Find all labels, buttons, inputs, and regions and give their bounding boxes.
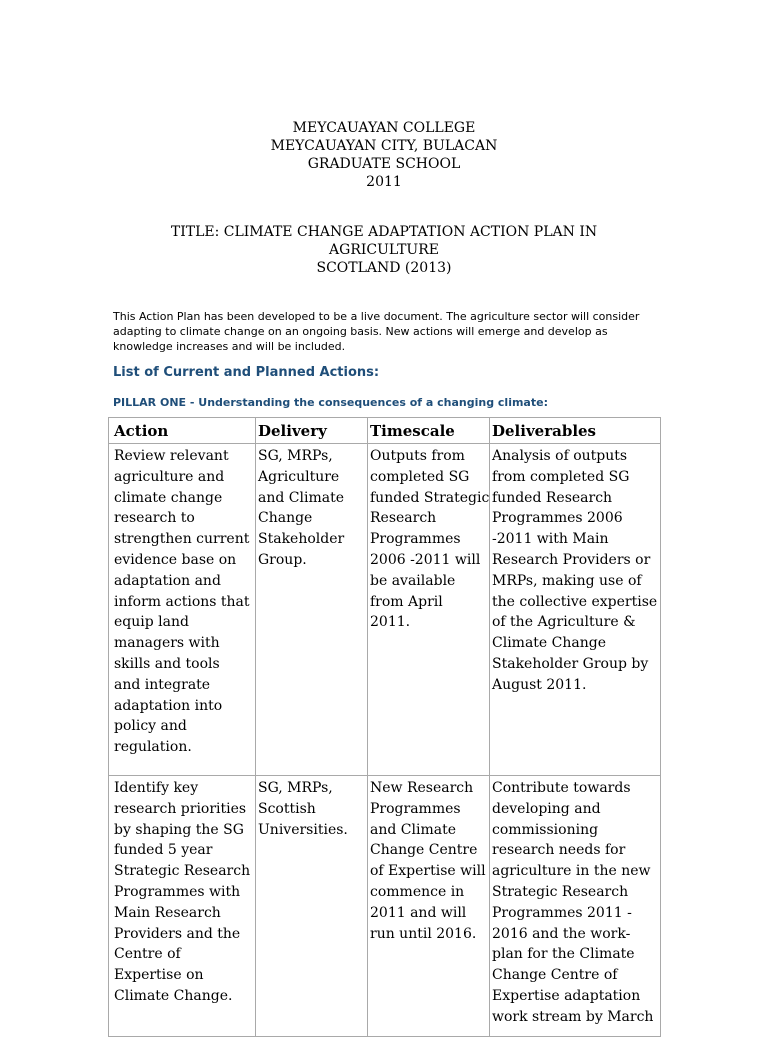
cell-line: commissioning xyxy=(492,821,599,838)
cell-line: managers with xyxy=(114,635,220,652)
cell-line: Strategic Research xyxy=(114,863,251,880)
cell-line: 2006 -2011 will xyxy=(370,551,481,568)
column-header-deliverables: Deliverables xyxy=(492,422,597,440)
column-divider xyxy=(367,418,368,1036)
intro-paragraph xyxy=(113,309,673,354)
cell-line: climate change xyxy=(114,489,223,506)
row-2-action xyxy=(114,778,250,1007)
intro-line: adapting to climate change on an ongoing basis. New actions will emerge and develop as xyxy=(113,325,608,338)
cell-line: by shaping the SG xyxy=(114,821,244,838)
column-header-delivery: Delivery xyxy=(258,422,327,440)
cell-line: Centre of xyxy=(114,946,181,963)
cell-line: Programmes 2011 - xyxy=(492,904,632,921)
cell-line: Agriculture xyxy=(258,468,340,485)
cell-line: agriculture in the new xyxy=(492,863,651,880)
cell-line: commence in xyxy=(370,883,465,900)
cell-line: from April xyxy=(370,593,443,610)
cell-line: from completed SG xyxy=(492,468,630,485)
cell-line: policy and xyxy=(114,718,187,735)
cell-line: 2016 and the work- xyxy=(492,925,631,942)
cell-line: Contribute towards xyxy=(492,780,631,796)
college-name: MEYCAUAYAN COLLEGE xyxy=(292,120,476,136)
cell-line: strengthen current xyxy=(114,531,250,548)
title-line-1: TITLE: CLIMATE CHANGE ADAPTATION ACTION PLAN IN xyxy=(170,224,598,240)
cell-line: Programmes xyxy=(370,800,461,817)
row-1-action xyxy=(114,446,250,758)
cell-line: Universities. xyxy=(258,821,348,838)
cell-line: Providers and the xyxy=(114,925,241,942)
cell-line: Change xyxy=(258,510,313,527)
column-header-action: Action xyxy=(114,422,169,440)
cell-line: Research Providers or xyxy=(492,551,651,568)
cell-line: Analysis of outputs xyxy=(492,448,628,464)
cell-line: and integrate xyxy=(114,676,211,693)
cell-line: regulation. xyxy=(114,739,192,756)
cell-line: Stakeholder xyxy=(258,531,345,548)
cell-line: research to xyxy=(114,510,195,527)
row-1-deliverables xyxy=(492,446,657,696)
cell-line: Programmes with xyxy=(114,883,241,900)
row-2-timescale xyxy=(370,778,486,944)
section-heading: List of Current and Planned Actions: xyxy=(113,365,380,380)
cell-line: completed SG xyxy=(370,468,470,485)
document-title xyxy=(0,223,768,277)
cell-line: Group. xyxy=(258,551,307,568)
cell-line: Expertise adaptation xyxy=(492,987,641,1004)
row-2-deliverables xyxy=(492,778,653,1028)
cell-line: evidence base on xyxy=(114,551,237,568)
row-1-timescale xyxy=(370,446,489,633)
column-divider xyxy=(255,418,256,1036)
action-table xyxy=(108,417,661,1037)
cell-line: 2011. xyxy=(370,614,411,631)
pillar-heading: PILLAR ONE - Understanding the consequences of a changing climate: xyxy=(113,396,548,409)
cell-line: equip land xyxy=(114,614,189,631)
cell-line: skills and tools xyxy=(114,655,220,672)
cell-line: adaptation and xyxy=(114,572,221,589)
cell-line: funded 5 year xyxy=(114,842,213,859)
cell-line: New Research xyxy=(370,780,474,796)
cell-line: Scottish xyxy=(258,800,316,817)
college-city: MEYCAUAYAN CITY, BULACAN xyxy=(270,138,498,154)
cell-line: inform actions that xyxy=(114,593,250,610)
cell-line: MRPs, making use of xyxy=(492,572,642,589)
cell-line: plan for the Climate xyxy=(492,946,635,963)
cell-line: Change Centre of xyxy=(492,967,618,984)
school-header xyxy=(0,119,768,191)
cell-line: developing and xyxy=(492,800,601,817)
cell-line: Identify key xyxy=(114,780,199,796)
school-name: GRADUATE SCHOOL xyxy=(307,156,461,172)
cell-line: Stakeholder Group by xyxy=(492,655,649,672)
cell-line: be available xyxy=(370,572,456,589)
cell-line: research needs for xyxy=(492,842,626,859)
cell-line: Change Centre xyxy=(370,842,478,859)
cell-line: Programmes 2006 xyxy=(492,510,623,527)
school-year: 2011 xyxy=(366,174,402,190)
cell-line: of the Agriculture & xyxy=(492,614,636,631)
column-header-timescale: Timescale xyxy=(370,422,455,440)
row-2-delivery xyxy=(258,778,348,840)
cell-line: agriculture and xyxy=(114,468,225,485)
cell-line: Programmes xyxy=(370,531,461,548)
cell-line: SG, MRPs, xyxy=(258,448,333,464)
cell-line: 2011 and will xyxy=(370,904,467,921)
cell-line: Expertise on xyxy=(114,967,204,984)
cell-line: of Expertise will xyxy=(370,863,486,880)
cell-line: run until 2016. xyxy=(370,925,477,942)
cell-line: funded Research xyxy=(492,489,613,506)
cell-line: adaptation into xyxy=(114,697,223,714)
cell-line: Main Research xyxy=(114,904,221,921)
cell-line: research priorities xyxy=(114,800,247,817)
cell-line: Strategic Research xyxy=(492,883,629,900)
cell-line: work stream by March xyxy=(492,1008,654,1025)
cell-line: Review relevant xyxy=(114,448,229,464)
cell-line: SG, MRPs, xyxy=(258,780,333,796)
cell-line: Climate Change. xyxy=(114,987,233,1004)
row-divider xyxy=(109,775,660,776)
cell-line: Outputs from xyxy=(370,448,465,464)
cell-line: and Climate xyxy=(370,821,456,838)
cell-line: Research xyxy=(370,510,437,527)
intro-line: knowledge increases and will be included. xyxy=(113,340,346,353)
row-divider xyxy=(109,443,660,444)
title-line-2: AGRICULTURE xyxy=(329,242,439,258)
intro-line: This Action Plan has been developed to be a live document. The agriculture sector will consider xyxy=(113,310,640,323)
cell-line: Climate Change xyxy=(492,635,606,652)
cell-line: funded Strategic xyxy=(370,489,490,506)
cell-line: August 2011. xyxy=(492,676,587,693)
row-1-delivery xyxy=(258,446,344,571)
cell-line: and Climate xyxy=(258,489,344,506)
cell-line: the collective expertise xyxy=(492,593,658,610)
title-line-3: SCOTLAND (2013) xyxy=(316,260,452,276)
cell-line: -2011 with Main xyxy=(492,531,609,548)
